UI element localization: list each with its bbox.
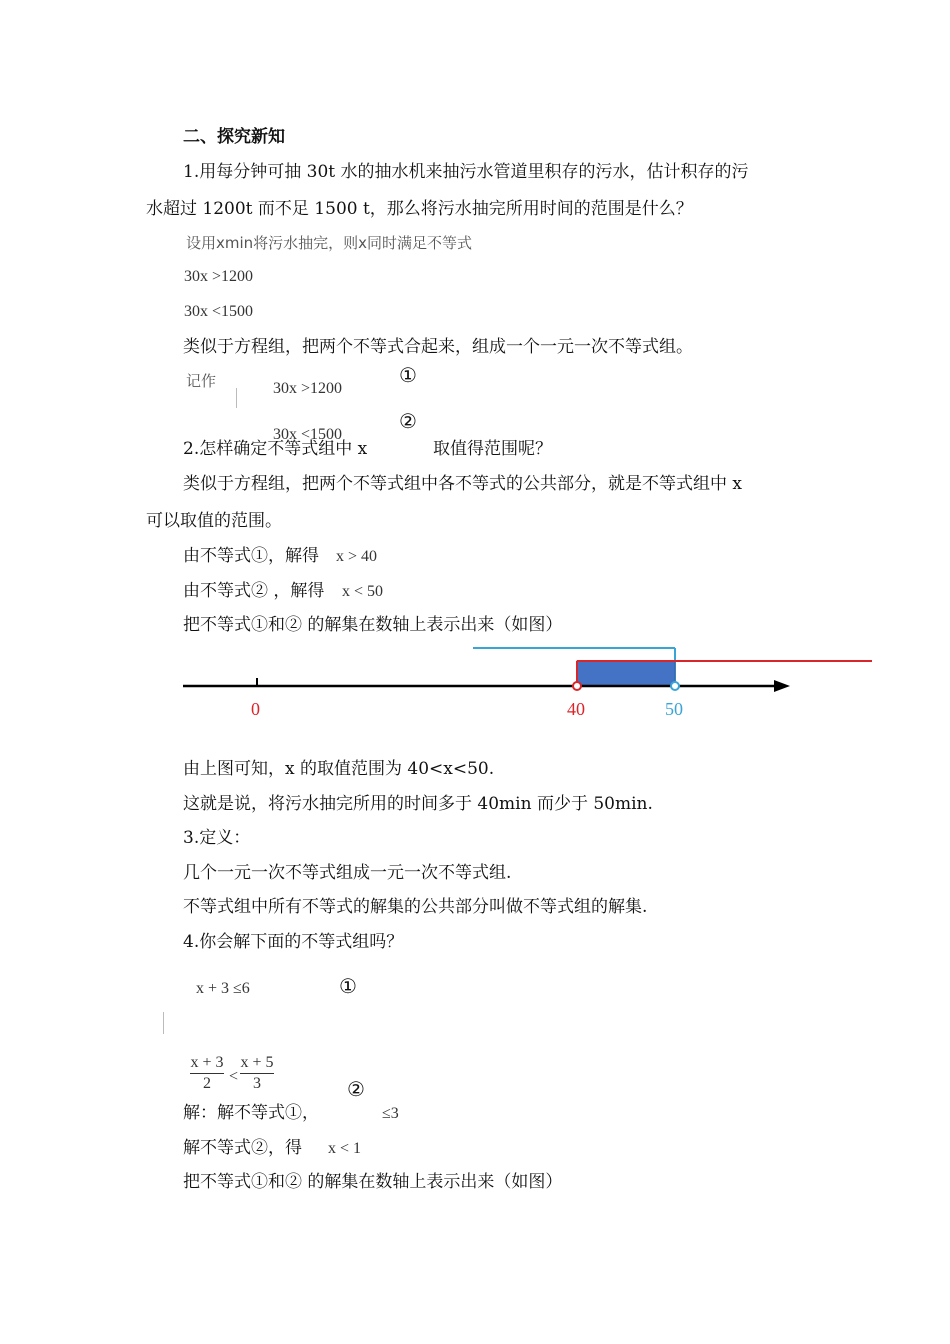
conclusion-line2: 这就是说，将污水抽完所用的时间多于 40min 而少于 50min.: [183, 794, 653, 814]
fifty-open-circle: [671, 682, 679, 690]
q4-sol1-text: 解：解不等式①，: [183, 1103, 319, 1123]
frac2-den: 3: [253, 1075, 261, 1092]
q3-title: 3.定义：: [183, 828, 251, 848]
q2-sol1-math: x > 40: [336, 548, 378, 565]
frac1: [190, 1054, 224, 1093]
q2-sol2-math: x < 50: [342, 583, 384, 600]
axis-arrow-icon: [774, 680, 790, 692]
q4-show-line: 把不等式①和② 的解集在数轴上表示出来（如图）: [183, 1172, 563, 1192]
system-mark1: ①: [399, 363, 417, 387]
system-brace: [236, 388, 237, 408]
label-forty: 40: [567, 699, 585, 719]
frac2-bar: [240, 1073, 274, 1074]
solution-fill: [577, 661, 675, 686]
q1-combine: 类似于方程组，把两个不等式合起来，组成一个一元一次不等式组。: [183, 337, 693, 357]
label-fifty: 50: [665, 699, 683, 719]
system-mark2: ②: [399, 409, 417, 433]
q3-def2: 不等式组中所有不等式的解集的公共部分叫做不等式组的解集.: [183, 897, 648, 917]
q4-title: 4.你会解下面的不等式组吗？: [183, 932, 404, 952]
conclusion-line1: 由上图可知，x 的取值范围为 40<x<50.: [183, 759, 495, 779]
q2-show-line: 把不等式①和② 的解集在数轴上表示出来（如图）: [183, 615, 563, 635]
q2-sol1-text: 由不等式①，解得: [183, 546, 319, 566]
q1-ineq1: 30x >1200: [184, 268, 254, 285]
q4-lt: <: [229, 1068, 239, 1085]
q3-def1: 几个一元一次不等式组成一元一次不等式组.: [183, 863, 512, 883]
frac1-num: x + 3: [190, 1054, 224, 1071]
q2-line1-a: 2.怎样确定不等式组中 x: [183, 439, 368, 459]
q4-sol2-math: x < 1: [328, 1140, 362, 1157]
q4-mark1: ①: [339, 974, 357, 998]
frac2-num: x + 5: [240, 1054, 274, 1071]
q2-line1-b: 取值得范围呢？: [433, 439, 552, 459]
frac2: [240, 1054, 274, 1093]
q1-line2: 水超过 1200t 而不足 1500 t，那么将污水抽完所用时间的范围是什么？: [146, 199, 693, 219]
forty-open-circle: [573, 682, 581, 690]
q2-sol2-text: 由不等式② ，解得: [183, 581, 325, 601]
q1-ineq2: 30x <1500: [184, 303, 254, 320]
q2-line3: 可以取值的范围。: [146, 511, 282, 531]
q1-line1: 1.用每分钟可抽 30t 水的抽水机来抽污水管道里积存的污水，估计积存的污: [183, 162, 749, 182]
record-label: 记作: [186, 372, 217, 390]
frac1-den: 2: [203, 1075, 211, 1092]
label-zero: 0: [251, 699, 260, 719]
q4-mark2: ②: [347, 1077, 365, 1101]
section-title: 二、探究新知: [183, 127, 285, 147]
q4-sol2-text: 解不等式②，得: [183, 1138, 302, 1158]
number-line-diagram: [0, 640, 950, 730]
frac1-bar: [190, 1073, 224, 1074]
system-ineq2: 30x <1500: [273, 426, 343, 443]
q4-sol1-math: ≤3: [382, 1105, 399, 1122]
system-ineq1: 30x >1200: [273, 380, 343, 397]
q1-setup: 设用xmin将污水抽完，则x同时满足不等式: [186, 234, 473, 252]
q4-ineq1: x + 3 ≤6: [196, 980, 250, 997]
q4-brace: [163, 1012, 164, 1034]
q2-line2: 类似于方程组，把两个不等式组中各不等式的公共部分，就是不等式组中 x: [183, 474, 742, 494]
